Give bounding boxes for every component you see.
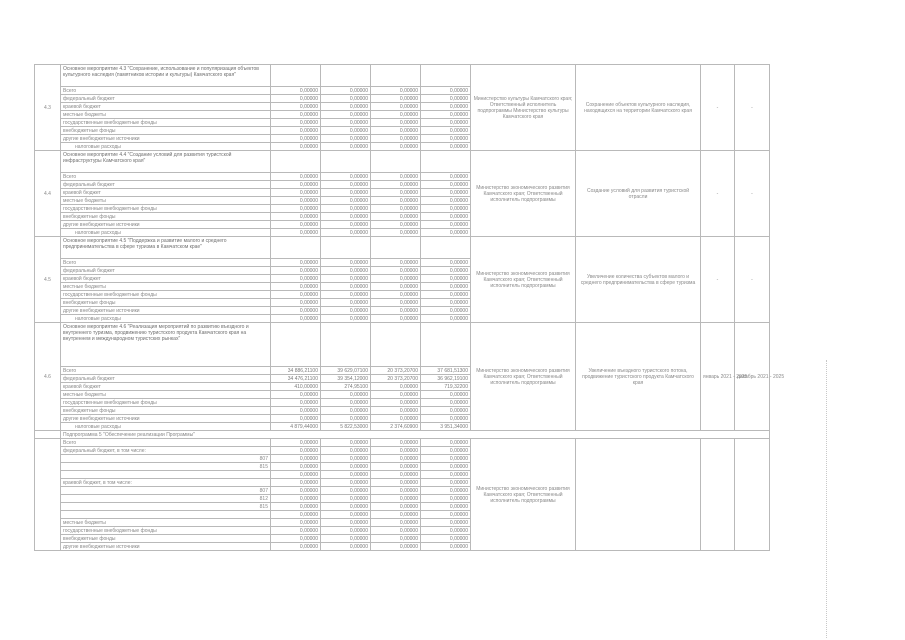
funding-value: 0,00000: [371, 527, 421, 535]
funding-value: 0,00000: [321, 213, 371, 221]
funding-source-label: [61, 511, 271, 519]
funding-source-label: государственные внебюджетные фонды: [61, 119, 271, 127]
funding-source-label: Всего: [61, 173, 271, 181]
end-term: -: [735, 237, 770, 323]
funding-value: 0,00000: [321, 307, 371, 315]
funding-value: 0,00000: [271, 391, 321, 399]
funding-value: 0,00000: [321, 267, 371, 275]
empty-cell: [271, 237, 321, 259]
funding-value: 0,00000: [371, 173, 421, 181]
funding-source-label: другие внебюджетные источники: [61, 415, 271, 423]
funding-value: 0,00000: [321, 399, 371, 407]
funding-value: 20 373,20700: [371, 375, 421, 383]
funding-value: 0,00000: [271, 205, 321, 213]
expected-result: [576, 439, 701, 551]
funding-value: 37 681,51300: [421, 367, 471, 375]
funding-value: 39 354,12000: [321, 375, 371, 383]
funding-source-label: краевой бюджет, в том числе:: [61, 479, 271, 487]
funding-source-label: налоговые расходы: [61, 315, 271, 323]
expected-result: Увеличение количества субъектов малого и среднего предпринимательства в сфере туризма: [576, 237, 701, 323]
funding-value: 0,00000: [321, 111, 371, 119]
funding-value: 0,00000: [371, 487, 421, 495]
funding-source-label: налоговые расходы: [61, 229, 271, 237]
funding-value: 0,00000: [421, 143, 471, 151]
funding-value: 0,00000: [421, 415, 471, 423]
funding-value: 0,00000: [421, 487, 471, 495]
funding-value: 0,00000: [421, 447, 471, 455]
funding-value: 0,00000: [421, 259, 471, 267]
empty-cell: [421, 65, 471, 87]
funding-value: 0,00000: [271, 189, 321, 197]
start-term: -: [701, 237, 735, 323]
funding-value: 0,00000: [271, 471, 321, 479]
funding-value: 0,00000: [271, 127, 321, 135]
funding-value: 0,00000: [271, 495, 321, 503]
funding-source-label: государственные внебюджетные фонды: [61, 291, 271, 299]
funding-value: 0,00000: [271, 213, 321, 221]
funding-value: 0,00000: [421, 511, 471, 519]
funding-value: 0,00000: [371, 197, 421, 205]
funding-value: 0,00000: [271, 543, 321, 551]
funding-source-label: 815: [61, 463, 271, 471]
section-title: Основное мероприятие 4.3 "Сохранение, использование и популяризация объектов культурного наследия (памятников истории и культуры) Камчатского края": [61, 65, 271, 87]
funding-value: 0,00000: [321, 197, 371, 205]
end-term: -: [735, 65, 770, 151]
funding-value: 0,00000: [421, 221, 471, 229]
section-title: Основное мероприятие 4.5 "Поддержка и развитие малого и среднего предпринимательства в сфере туризма в Камчатском крае": [61, 237, 271, 259]
start-term: январь 2021 - 2025: [701, 323, 735, 431]
funding-value: 0,00000: [421, 229, 471, 237]
section-number: 4.4: [35, 151, 61, 237]
funding-value: 0,00000: [421, 495, 471, 503]
funding-source-label: Всего: [61, 87, 271, 95]
funding-value: 0,00000: [271, 519, 321, 527]
funding-source-label: Всего: [61, 259, 271, 267]
funding-value: 0,00000: [421, 181, 471, 189]
expected-result: Создание условий для развития туристской отрасли: [576, 151, 701, 237]
funding-value: 0,00000: [421, 399, 471, 407]
funding-value: 410,00000: [271, 383, 321, 391]
funding-value: 0,00000: [421, 535, 471, 543]
funding-value: 0,00000: [321, 447, 371, 455]
funding-value: 0,00000: [271, 439, 321, 447]
funding-value: 0,00000: [421, 127, 471, 135]
funding-value: 0,00000: [321, 127, 371, 135]
empty-cell: [421, 237, 471, 259]
empty-cell: [35, 439, 61, 551]
funding-value: 0,00000: [321, 173, 371, 181]
responsible-executor: Министерство культуры Камчатского края; Ответственный исполнитель подпрограммы Министерство культуры Камчатского края: [471, 65, 576, 151]
funding-value: 0,00000: [371, 391, 421, 399]
funding-value: 0,00000: [321, 143, 371, 151]
funding-source-label: федеральный бюджет: [61, 375, 271, 383]
funding-value: 0,00000: [271, 535, 321, 543]
empty-cell: [271, 65, 321, 87]
funding-value: 0,00000: [271, 479, 321, 487]
section-title: Основное мероприятие 4.4 "Создание условий для развития туристской инфраструктуры Камчатского края": [61, 151, 271, 173]
funding-value: 274,95100: [321, 383, 371, 391]
funding-value: 0,00000: [321, 487, 371, 495]
funding-value: 0,00000: [371, 315, 421, 323]
funding-value: 0,00000: [321, 229, 371, 237]
expected-result: Увеличение въездного туристского потока, продвижение туристского продукта Камчатского края: [576, 323, 701, 431]
funding-source-label: краевой бюджет: [61, 103, 271, 111]
funding-value: 0,00000: [271, 259, 321, 267]
funding-value: 0,00000: [271, 503, 321, 511]
funding-value: 0,00000: [321, 463, 371, 471]
funding-value: 0,00000: [271, 511, 321, 519]
funding-source-label: краевой бюджет: [61, 189, 271, 197]
empty-cell: [271, 151, 321, 173]
funding-value: 0,00000: [371, 259, 421, 267]
funding-value: 0,00000: [421, 315, 471, 323]
funding-source-label: Всего: [61, 367, 271, 375]
funding-value: 0,00000: [271, 229, 321, 237]
funding-value: 0,00000: [371, 519, 421, 527]
empty-cell: [321, 237, 371, 259]
end-term: [735, 439, 770, 551]
funding-value: 0,00000: [421, 275, 471, 283]
section-number: 4.6: [35, 323, 61, 431]
funding-source-label: [61, 471, 271, 479]
funding-value: 0,00000: [271, 221, 321, 229]
empty-cell: [321, 323, 371, 367]
funding-value: 0,00000: [371, 535, 421, 543]
funding-value: 0,00000: [421, 527, 471, 535]
funding-value: 0,00000: [271, 197, 321, 205]
funding-value: 0,00000: [371, 463, 421, 471]
funding-value: 0,00000: [371, 87, 421, 95]
funding-value: 0,00000: [421, 267, 471, 275]
funding-source-label: другие внебюджетные источники: [61, 543, 271, 551]
funding-value: 0,00000: [271, 407, 321, 415]
funding-value: 0,00000: [421, 291, 471, 299]
funding-source-label: местные бюджеты: [61, 197, 271, 205]
funding-source-label: местные бюджеты: [61, 111, 271, 119]
funding-value: 0,00000: [421, 95, 471, 103]
funding-value: 0,00000: [371, 103, 421, 111]
funding-value: 0,00000: [321, 415, 371, 423]
section-header-row: [35, 151, 770, 173]
funding-value: 0,00000: [371, 267, 421, 275]
funding-value: 0,00000: [371, 447, 421, 455]
funding-source-label: краевой бюджет: [61, 275, 271, 283]
funding-source-label: местные бюджеты: [61, 391, 271, 399]
funding-source-label: местные бюджеты: [61, 283, 271, 291]
funding-value: 0,00000: [321, 511, 371, 519]
funding-value: 0,00000: [321, 119, 371, 127]
end-term: декабрь 2021 - 2025: [735, 323, 770, 431]
funding-value: 36 962,19100: [421, 375, 471, 383]
funding-value: 0,00000: [421, 503, 471, 511]
funding-value: 0,00000: [421, 391, 471, 399]
funding-value: 0,00000: [271, 307, 321, 315]
funding-value: 0,00000: [271, 275, 321, 283]
funding-value: 0,00000: [271, 143, 321, 151]
funding-value: 0,00000: [371, 143, 421, 151]
funding-value: 0,00000: [371, 455, 421, 463]
start-term: -: [701, 65, 735, 151]
empty-cell: [371, 151, 421, 173]
funding-value: 0,00000: [371, 229, 421, 237]
responsible-executor: Министерство экономического развития Камчатского края; Ответственный исполнитель подпрограммы: [471, 323, 576, 431]
funding-value: 0,00000: [371, 299, 421, 307]
funding-value: 0,00000: [421, 463, 471, 471]
empty-cell: [421, 151, 471, 173]
funding-value: 0,00000: [271, 283, 321, 291]
funding-value: 39 629,07100: [321, 367, 371, 375]
funding-value: 0,00000: [271, 181, 321, 189]
funding-value: 0,00000: [421, 455, 471, 463]
empty-cell: [371, 323, 421, 367]
funding-value: 0,00000: [371, 127, 421, 135]
funding-value: 0,00000: [271, 487, 321, 495]
funding-value: 3 951,34000: [421, 423, 471, 431]
empty-cell: [35, 431, 61, 439]
funding-value: 0,00000: [371, 415, 421, 423]
funding-value: 34 476,21100: [271, 375, 321, 383]
funding-value: 2 374,60900: [371, 423, 421, 431]
funding-source-label: краевой бюджет: [61, 383, 271, 391]
funding-value: 0,00000: [421, 543, 471, 551]
funding-source-label: федеральный бюджет: [61, 181, 271, 189]
funding-value: 0,00000: [421, 407, 471, 415]
funding-value: 0,00000: [371, 407, 421, 415]
funding-value: 0,00000: [321, 135, 371, 143]
section-header-row: [35, 65, 770, 87]
empty-cell: [371, 65, 421, 87]
funding-value: 0,00000: [321, 479, 371, 487]
funding-value: 0,00000: [271, 95, 321, 103]
funding-value: 0,00000: [421, 135, 471, 143]
funding-value: 20 373,20700: [371, 367, 421, 375]
funding-value: 0,00000: [271, 119, 321, 127]
funding-value: 0,00000: [371, 495, 421, 503]
funding-source-label: внебюджетные фонды: [61, 127, 271, 135]
funding-source-label: Всего: [61, 439, 271, 447]
funding-value: 0,00000: [321, 87, 371, 95]
funding-value: 0,00000: [421, 189, 471, 197]
empty-cell: [371, 237, 421, 259]
funding-source-label: федеральный бюджет, в том числе:: [61, 447, 271, 455]
funding-source-label: местные бюджеты: [61, 519, 271, 527]
funding-source-label: внебюджетные фонды: [61, 213, 271, 221]
funding-source-label: 807: [61, 455, 271, 463]
funding-value: 0,00000: [421, 205, 471, 213]
funding-value: 0,00000: [321, 221, 371, 229]
funding-value: 0,00000: [271, 173, 321, 181]
funding-value: 0,00000: [321, 471, 371, 479]
funding-value: 0,00000: [371, 283, 421, 291]
empty-cell: [321, 65, 371, 87]
funding-value: 0,00000: [371, 189, 421, 197]
funding-value: 0,00000: [321, 299, 371, 307]
funding-value: 0,00000: [271, 399, 321, 407]
section-number: 4.5: [35, 237, 61, 323]
funding-value: 0,00000: [271, 111, 321, 119]
funding-value: 4 879,44000: [271, 423, 321, 431]
funding-value: 0,00000: [321, 181, 371, 189]
funding-value: 0,00000: [371, 135, 421, 143]
funding-source-label: государственные внебюджетные фонды: [61, 399, 271, 407]
responsible-executor: Министерство экономического развития Камчатского края; Ответственный исполнитель подпрограммы: [471, 237, 576, 323]
funding-source-label: внебюджетные фонды: [61, 535, 271, 543]
start-term: -: [701, 151, 735, 237]
empty-cell: [421, 323, 471, 367]
start-term: [701, 439, 735, 551]
section-header-row: [35, 237, 770, 259]
section-header-row: [35, 323, 770, 367]
funding-value: 0,00000: [321, 439, 371, 447]
subprogram-title: Подпрограмма 5 "Обеспечение реализации Программы": [61, 431, 770, 439]
funding-value: 0,00000: [321, 391, 371, 399]
funding-value: 0,00000: [271, 455, 321, 463]
funding-value: 0,00000: [421, 283, 471, 291]
funding-source-label: государственные внебюджетные фонды: [61, 205, 271, 213]
funding-value: 0,00000: [421, 471, 471, 479]
funding-value: 0,00000: [271, 447, 321, 455]
funding-value: 0,00000: [421, 103, 471, 111]
funding-source-label: федеральный бюджет: [61, 95, 271, 103]
funding-value: 34 886,21100: [271, 367, 321, 375]
funding-source-label: налоговые расходы: [61, 143, 271, 151]
funding-value: 0,00000: [321, 189, 371, 197]
funding-value: 0,00000: [421, 197, 471, 205]
funding-value: 0,00000: [321, 527, 371, 535]
funding-value: 0,00000: [371, 221, 421, 229]
funding-value: 0,00000: [321, 259, 371, 267]
funding-value: 0,00000: [371, 181, 421, 189]
funding-value: 0,00000: [321, 95, 371, 103]
funding-value: 719,32200: [421, 383, 471, 391]
funding-value: 0,00000: [421, 439, 471, 447]
funding-value: 0,00000: [321, 519, 371, 527]
funding-value: 0,00000: [321, 103, 371, 111]
funding-value: 0,00000: [271, 315, 321, 323]
empty-cell: [321, 151, 371, 173]
funding-value: 0,00000: [321, 455, 371, 463]
empty-cell: [271, 323, 321, 367]
funding-value: 0,00000: [421, 111, 471, 119]
section-title: Основное мероприятие 4.6 "Реализация мероприятий по развитию въездного и внутреннего туризма, продвижению туристского продукта Камчатского края на внутреннем и международном туристских рынках": [61, 323, 271, 367]
funding-value: 0,00000: [371, 95, 421, 103]
funding-value: 0,00000: [421, 479, 471, 487]
funding-value: 0,00000: [371, 543, 421, 551]
funding-value: 0,00000: [371, 291, 421, 299]
funding-value: 0,00000: [421, 87, 471, 95]
funding-value: 0,00000: [271, 463, 321, 471]
funding-value: 0,00000: [321, 315, 371, 323]
funding-value: 0,00000: [371, 213, 421, 221]
subprogram-header-row: [35, 431, 770, 439]
funding-source-label: другие внебюджетные источники: [61, 135, 271, 143]
funding-value: 0,00000: [371, 111, 421, 119]
funding-value: 0,00000: [421, 119, 471, 127]
section-number: 4.3: [35, 65, 61, 151]
funding-value: 0,00000: [371, 205, 421, 213]
program-table: [34, 64, 785, 551]
funding-source-label: 812: [61, 495, 271, 503]
funding-source-label: федеральный бюджет: [61, 267, 271, 275]
funding-value: 0,00000: [321, 543, 371, 551]
funding-value: 0,00000: [321, 291, 371, 299]
funding-value: 0,00000: [371, 439, 421, 447]
funding-value: 0,00000: [271, 527, 321, 535]
funding-value: 0,00000: [271, 415, 321, 423]
funding-value: 0,00000: [271, 135, 321, 143]
funding-value: 5 822,53000: [321, 423, 371, 431]
responsible-executor: Министерство экономического развития Камчатского края; Ответственный исполнитель подпрограммы: [471, 151, 576, 237]
responsible-executor: Министерство экономического развития Камчатского края; Ответственный исполнитель подпрограммы: [471, 439, 576, 551]
funding-source-label: другие внебюджетные источники: [61, 307, 271, 315]
funding-source-label: государственные внебюджетные фонды: [61, 527, 271, 535]
funding-value: 0,00000: [321, 205, 371, 213]
funding-value: 0,00000: [371, 383, 421, 391]
funding-source-label: внебюджетные фонды: [61, 407, 271, 415]
funding-source-label: налоговые расходы: [61, 423, 271, 431]
funding-source-label: 815: [61, 503, 271, 511]
funding-value: 0,00000: [321, 407, 371, 415]
funding-value: 0,00000: [371, 399, 421, 407]
funding-value: 0,00000: [271, 103, 321, 111]
funding-value: 0,00000: [321, 535, 371, 543]
funding-value: 0,00000: [271, 291, 321, 299]
funding-value: 0,00000: [271, 299, 321, 307]
funding-value: 0,00000: [371, 511, 421, 519]
scan-edge-line: [826, 360, 827, 638]
funding-value: 0,00000: [371, 479, 421, 487]
funding-value: 0,00000: [371, 119, 421, 127]
funding-value: 0,00000: [371, 503, 421, 511]
funding-value: 0,00000: [321, 495, 371, 503]
funding-value: 0,00000: [421, 173, 471, 181]
funding-value: 0,00000: [371, 307, 421, 315]
funding-value: 0,00000: [421, 299, 471, 307]
funding-value: 0,00000: [421, 519, 471, 527]
funding-value: 0,00000: [271, 87, 321, 95]
end-term: -: [735, 151, 770, 237]
funding-value: 0,00000: [371, 275, 421, 283]
funding-value: 0,00000: [321, 503, 371, 511]
expected-result: Сохранение объектов культурного наследия, находящихся на территории Камчатского края: [576, 65, 701, 151]
funding-source-label: 807: [61, 487, 271, 495]
funding-value: 0,00000: [321, 283, 371, 291]
table-row: [35, 439, 770, 447]
funding-value: 0,00000: [321, 275, 371, 283]
funding-source-label: другие внебюджетные источники: [61, 221, 271, 229]
funding-value: 0,00000: [421, 213, 471, 221]
funding-value: 0,00000: [271, 267, 321, 275]
funding-value: 0,00000: [421, 307, 471, 315]
funding-value: 0,00000: [371, 471, 421, 479]
funding-source-label: внебюджетные фонды: [61, 299, 271, 307]
